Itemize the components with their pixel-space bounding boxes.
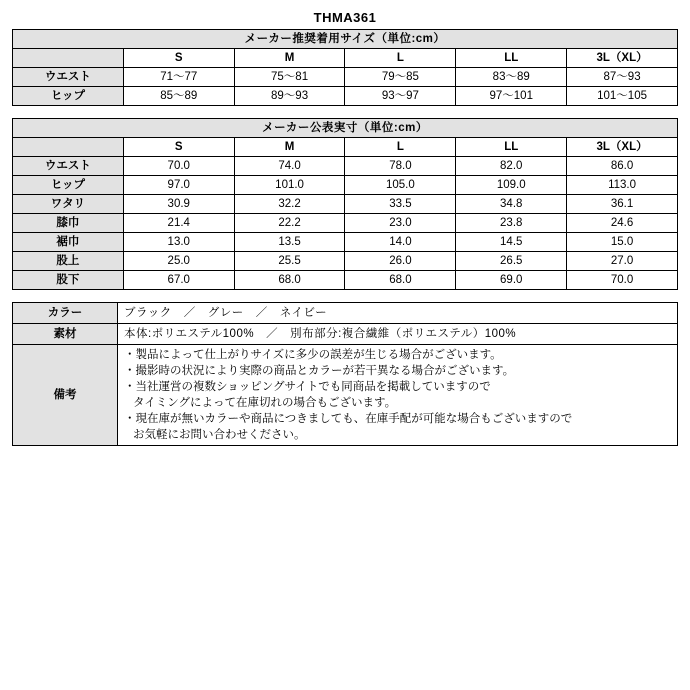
recommended-table-title: メーカー推奨着用サイズ（単位:cm） bbox=[13, 30, 678, 49]
cell-hip-l: 105.0 bbox=[345, 176, 456, 195]
table-row bbox=[13, 233, 678, 252]
cell-hip-l: 93〜97 bbox=[345, 87, 456, 106]
column-header-blank bbox=[13, 49, 124, 68]
row-label-hip: ヒップ bbox=[13, 176, 124, 195]
row-label-watari: ワタリ bbox=[13, 195, 124, 214]
cell-watari-l: 33.5 bbox=[345, 195, 456, 214]
actual-size-table bbox=[12, 118, 678, 290]
cell-material-value: 本体:ポリエステル100% ／ 別布部分:複合繊維（ポリエステル）100% bbox=[118, 324, 678, 345]
table-row bbox=[13, 157, 678, 176]
row-label-hip: ヒップ bbox=[13, 87, 124, 106]
table-row bbox=[13, 271, 678, 290]
cell-rise-ll: 26.5 bbox=[456, 252, 567, 271]
row-label-notes: 備考 bbox=[13, 345, 118, 446]
table-row bbox=[13, 87, 678, 106]
cell-rise-l: 26.0 bbox=[345, 252, 456, 271]
cell-hip-3l: 101〜105 bbox=[567, 87, 678, 106]
table-spacer-2 bbox=[12, 290, 678, 302]
note-line: ・現在庫が無いカラーや商品につきましても、在庫手配が可能な場合もございますので bbox=[124, 413, 573, 425]
cell-waist-s: 71〜77 bbox=[123, 68, 234, 87]
column-header-l: L bbox=[345, 138, 456, 157]
table-spacer-1 bbox=[12, 106, 678, 118]
cell-inseam-3l: 70.0 bbox=[567, 271, 678, 290]
column-header-l: L bbox=[345, 49, 456, 68]
cell-watari-m: 32.2 bbox=[234, 195, 345, 214]
note-line: ・当社運営の複数ショッピングサイトでも同商品を掲載していますので bbox=[124, 381, 491, 393]
cell-inseam-ll: 69.0 bbox=[456, 271, 567, 290]
column-header-ll: LL bbox=[456, 138, 567, 157]
cell-knee-m: 22.2 bbox=[234, 214, 345, 233]
cell-hem-m: 13.5 bbox=[234, 233, 345, 252]
column-header-3l: 3L（XL） bbox=[567, 49, 678, 68]
cell-watari-3l: 36.1 bbox=[567, 195, 678, 214]
cell-hem-ll: 14.5 bbox=[456, 233, 567, 252]
cell-waist-3l: 87〜93 bbox=[567, 68, 678, 87]
column-header-blank bbox=[13, 138, 124, 157]
row-label-material: 素材 bbox=[13, 324, 118, 345]
column-header-m: M bbox=[234, 49, 345, 68]
table-row bbox=[13, 324, 678, 345]
row-label-waist: ウエスト bbox=[13, 68, 124, 87]
column-header-s: S bbox=[123, 49, 234, 68]
cell-hip-m: 101.0 bbox=[234, 176, 345, 195]
product-info-table bbox=[12, 302, 678, 446]
row-label-inseam: 股下 bbox=[13, 271, 124, 290]
cell-knee-ll: 23.8 bbox=[456, 214, 567, 233]
cell-notes-value bbox=[118, 345, 678, 446]
cell-waist-ll: 83〜89 bbox=[456, 68, 567, 87]
cell-inseam-s: 67.0 bbox=[123, 271, 234, 290]
table-row bbox=[13, 252, 678, 271]
table-row bbox=[13, 214, 678, 233]
cell-rise-3l: 27.0 bbox=[567, 252, 678, 271]
table-title-row bbox=[13, 119, 678, 138]
actual-table-title: メーカー公表実寸（単位:cm） bbox=[13, 119, 678, 138]
cell-color-value: ブラック ／ グレー ／ ネイビー bbox=[118, 303, 678, 324]
cell-hip-s: 85〜89 bbox=[123, 87, 234, 106]
cell-waist-m: 75〜81 bbox=[234, 68, 345, 87]
table-row bbox=[13, 68, 678, 87]
cell-hip-s: 97.0 bbox=[123, 176, 234, 195]
table-row bbox=[13, 176, 678, 195]
row-label-rise: 股上 bbox=[13, 252, 124, 271]
cell-inseam-l: 68.0 bbox=[345, 271, 456, 290]
table-header-row bbox=[13, 138, 678, 157]
row-label-waist: ウエスト bbox=[13, 157, 124, 176]
note-line: タイミングによって在庫切れの場合もございます。 bbox=[133, 397, 397, 409]
cell-rise-m: 25.5 bbox=[234, 252, 345, 271]
cell-rise-s: 25.0 bbox=[123, 252, 234, 271]
cell-hip-ll: 109.0 bbox=[456, 176, 567, 195]
row-label-knee: 膝巾 bbox=[13, 214, 124, 233]
recommended-size-table bbox=[12, 29, 678, 106]
cell-hip-ll: 97〜101 bbox=[456, 87, 567, 106]
note-line: ・撮影時の状況により実際の商品とカラーが若干異なる場合がございます。 bbox=[124, 365, 515, 377]
column-header-m: M bbox=[234, 138, 345, 157]
cell-hip-3l: 113.0 bbox=[567, 176, 678, 195]
cell-hem-l: 14.0 bbox=[345, 233, 456, 252]
cell-hem-3l: 15.0 bbox=[567, 233, 678, 252]
table-row bbox=[13, 303, 678, 324]
cell-inseam-m: 68.0 bbox=[234, 271, 345, 290]
table-title-row bbox=[13, 30, 678, 49]
row-label-color: カラー bbox=[13, 303, 118, 324]
table-header-row bbox=[13, 49, 678, 68]
cell-waist-l: 79〜85 bbox=[345, 68, 456, 87]
cell-hip-m: 89〜93 bbox=[234, 87, 345, 106]
row-label-hem: 裾巾 bbox=[13, 233, 124, 252]
cell-watari-s: 30.9 bbox=[123, 195, 234, 214]
note-line: ・製品によって仕上がりサイズに多少の誤差が生じる場合がございます。 bbox=[124, 349, 502, 361]
cell-knee-3l: 24.6 bbox=[567, 214, 678, 233]
column-header-s: S bbox=[123, 138, 234, 157]
cell-knee-l: 23.0 bbox=[345, 214, 456, 233]
column-header-ll: LL bbox=[456, 49, 567, 68]
cell-waist-m: 74.0 bbox=[234, 157, 345, 176]
table-row bbox=[13, 195, 678, 214]
note-line: お気軽にお問い合わせください。 bbox=[133, 429, 306, 441]
cell-waist-ll: 82.0 bbox=[456, 157, 567, 176]
cell-waist-3l: 86.0 bbox=[567, 157, 678, 176]
column-header-3l: 3L（XL） bbox=[567, 138, 678, 157]
page-title: THMA361 bbox=[313, 10, 377, 25]
table-row bbox=[13, 345, 678, 446]
cell-hem-s: 13.0 bbox=[123, 233, 234, 252]
cell-waist-s: 70.0 bbox=[123, 157, 234, 176]
cell-knee-s: 21.4 bbox=[123, 214, 234, 233]
cell-watari-ll: 34.8 bbox=[456, 195, 567, 214]
cell-waist-l: 78.0 bbox=[345, 157, 456, 176]
